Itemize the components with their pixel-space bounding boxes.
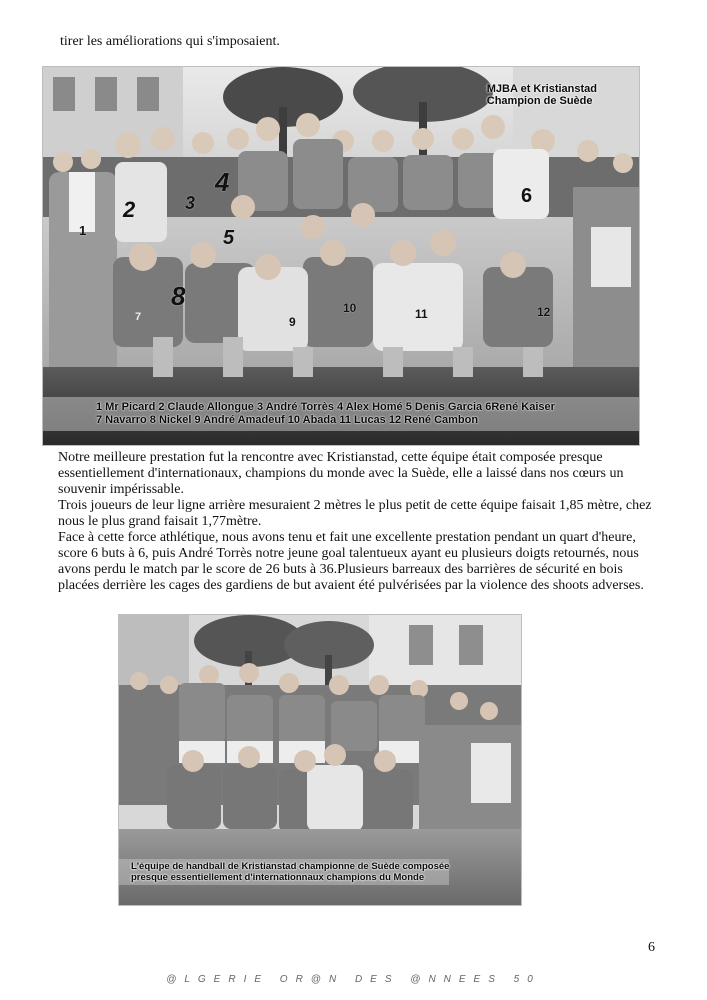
player-number-11: 11 xyxy=(415,307,428,321)
paragraph-1: Notre meilleure prestation fut la rencontre avec Kristianstad, cette équipe était composée presque essentiellement d'internationaux, champions du monde avec la Suède, elle a laissé dans nos cœurs un souvenir impérissable. xyxy=(58,450,624,497)
paragraph-2: Trois joueurs de leur ligne arrière mesuraient 2 mètres le plus petit de cette équipe faisait 1,85 mètre, chez nous le plus grand faisait 1,77mètre. xyxy=(58,498,652,529)
player-number-12: 12 xyxy=(537,305,551,319)
team-photo-mjba-kristianstad xyxy=(42,66,640,446)
photo-2-caption xyxy=(131,861,451,883)
article-body xyxy=(58,450,656,594)
photo-1-image xyxy=(43,67,639,445)
photo-1-legend xyxy=(96,401,616,427)
legend-line-2: 7 Navarro 8 Nickel 9 André Amadeuf 10 Abada 11 Lucas 12 René Cambon xyxy=(96,414,479,426)
player-number-7: 7 xyxy=(135,311,142,323)
paragraph-3: Face à cette force athlétique, nous avons tenu et fait une excellente prestation pendant un quart d'heure, score 6 buts à 6, puis André Torrès notre jeune goal talentueux ayant eu plusieurs doigts retournés, nous avons perdu le match par le score de 26 buts à 36.Plusieurs barreaux des barrières de sécurité en bois placées derrière les cages des gardiens de but avaient été pulvérisées par la violence des shoots adverses. xyxy=(58,530,644,593)
caption-2-line-1: L'équipe de handball de Kristianstad championne de Suède composée xyxy=(131,861,450,872)
page-number: 6 xyxy=(648,940,655,955)
player-number-1: 1 xyxy=(79,223,87,238)
player-number-8: 8 xyxy=(171,281,186,311)
player-number-4: 4 xyxy=(215,167,230,197)
intro-line: tirer les améliorations qui s'imposaient. xyxy=(60,34,280,49)
player-number-5: 5 xyxy=(223,227,235,249)
team-photo-kristianstad xyxy=(118,614,522,906)
player-number-6: 6 xyxy=(521,185,533,207)
player-number-2: 2 xyxy=(123,197,136,222)
player-number-3: 3 xyxy=(185,193,196,213)
player-number-10: 10 xyxy=(343,301,357,315)
player-number-9: 9 xyxy=(289,315,296,329)
page-footer: @LGERIE OR@N DES @NNEES 50 xyxy=(166,974,541,985)
caption-1-title: MJBA et Kristianstad xyxy=(486,83,597,95)
caption-2-line-2: presque essentiellement d'internationnaux champions du Monde xyxy=(131,872,425,883)
caption-1-subtitle: Champion de Suède xyxy=(486,95,593,107)
legend-line-1: 1 Mr Picard 2 Claude Allongue 3 André Torrès 4 Alex Homé 5 Denis Garcia 6René Kaiser xyxy=(96,401,555,413)
photo-1-caption xyxy=(487,83,597,107)
